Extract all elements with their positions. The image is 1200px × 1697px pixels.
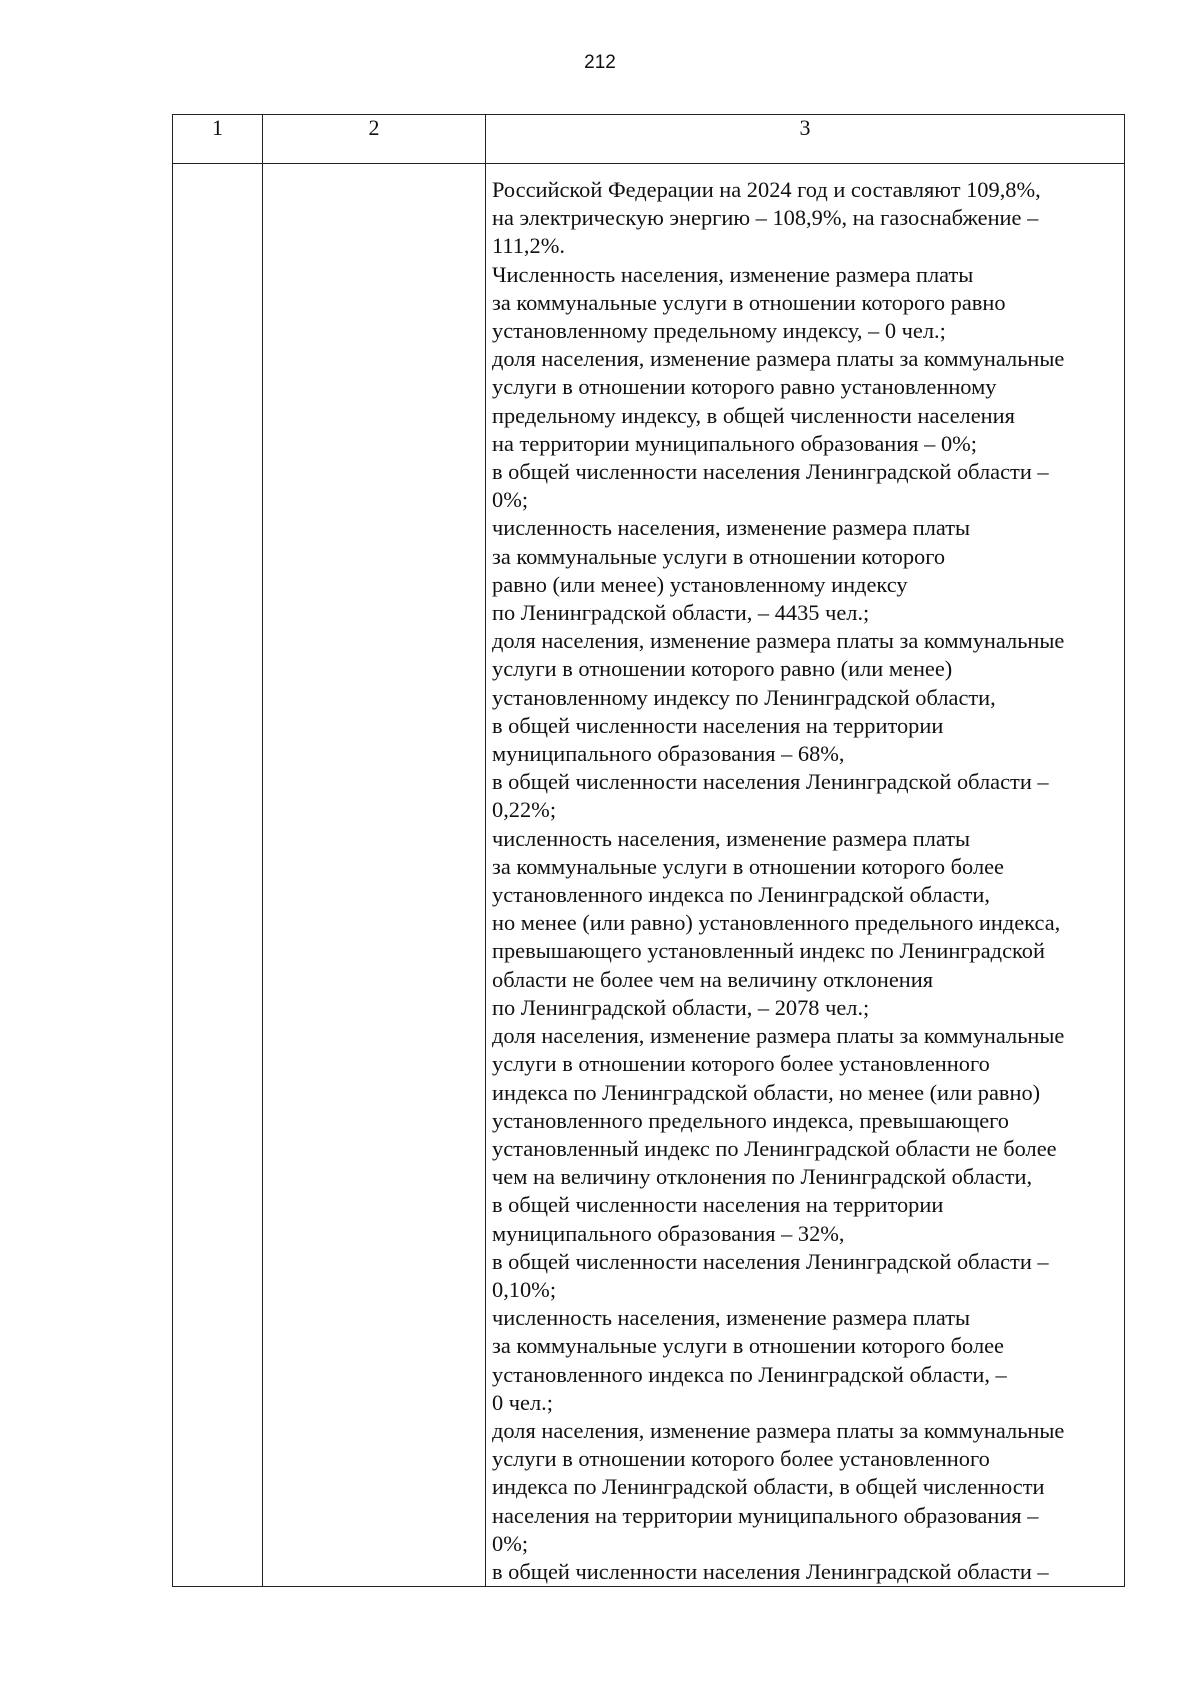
text-line: на территории муниципального образования – 0%; [492, 430, 978, 456]
text-line: в общей численности населения Ленинградской области – [492, 1248, 1049, 1274]
cell-col-2 [263, 164, 486, 1587]
text-line: Численность населения, изменение размера платы [492, 261, 974, 287]
text-line: установленный индекс по Ленинградской области не более [492, 1135, 1057, 1161]
text-line: предельному индексу, в общей численности населения [492, 402, 1015, 428]
text-line: численность населения, изменение размера платы [492, 825, 971, 851]
document-table [172, 114, 1125, 1587]
text-line: в общей численности населения на территории [492, 1192, 944, 1218]
text-line: доля населения, изменение размера платы за коммунальные [492, 628, 1065, 654]
text-line: муниципального образования – 68%, [492, 741, 845, 767]
text-line: за коммунальные услуги в отношении которого равно [492, 289, 1006, 315]
text-line: установленному индексу по Ленинградской области, [492, 684, 996, 710]
cell-col-3 [486, 164, 1125, 1587]
text-line: установленного предельного индекса, превышающего [492, 1107, 1010, 1133]
text-line: численность населения, изменение размера платы [492, 515, 971, 541]
text-line: на электрическую энергию – 108,9%, на газоснабжение – [492, 205, 1039, 231]
text-line: Российской Федерации на 2024 год и составляют 109,8%, [492, 177, 1041, 202]
text-line: 0 чел.; [492, 1389, 553, 1415]
text-line: доля населения, изменение размера платы за коммунальные [492, 1023, 1065, 1049]
text-line: в общей численности населения Ленинградской области – [492, 769, 1049, 795]
column-header-2: 2 [263, 115, 486, 164]
text-line: 0,10%; [492, 1276, 557, 1302]
table-header-row [173, 115, 1125, 164]
text-line: доля населения, изменение размера платы за коммунальные [492, 346, 1065, 372]
column-header-1: 1 [173, 115, 263, 164]
text-line: по Ленинградской области, – 4435 чел.; [492, 600, 870, 626]
text-line: численность населения, изменение размера платы [492, 1305, 971, 1331]
text-line: в общей численности населения Ленинградской области – [492, 459, 1049, 485]
text-line: за коммунальные услуги в отношении которого более [492, 853, 1004, 879]
cell-col-1 [173, 164, 263, 1587]
text-line: чем на величину отклонения по Ленинградской области, [492, 1164, 1033, 1190]
text-line: 0,22%; [492, 797, 557, 823]
cell-text-block [486, 164, 1124, 1586]
text-line: превышающего установленный индекс по Ленинградской [492, 938, 1045, 964]
text-line: 111,2%. [492, 233, 565, 259]
text-line: установленного индекса по Ленинградской области, – [492, 1361, 1007, 1387]
column-header-3: 3 [486, 115, 1125, 164]
text-line: области не более чем на величину отклонения [492, 966, 934, 992]
text-line: за коммунальные услуги в отношении которого более [492, 1333, 1004, 1359]
text-line: за коммунальные услуги в отношении которого [492, 543, 946, 569]
text-line: в общей численности населения Ленинградской области – [492, 1558, 1049, 1584]
text-line: равно (или менее) установленному индексу [492, 571, 908, 597]
text-line: услуги в отношении которого равно установленному [492, 374, 997, 400]
text-line: индекса по Ленинградской области, в общей численности [492, 1474, 1045, 1500]
text-line: по Ленинградской области, – 2078 чел.; [492, 994, 870, 1020]
text-line: муниципального образования – 32%, [492, 1220, 845, 1246]
text-line: 0%; [492, 1530, 529, 1556]
text-line: индекса по Ленинградской области, но менее (или равно) [492, 1079, 1041, 1105]
text-line: в общей численности населения на территории [492, 712, 944, 738]
text-line: услуги в отношении которого равно (или менее) [492, 656, 953, 682]
text-line: установленному предельному индексу, – 0 чел.; [492, 318, 946, 344]
text-line: 0%; [492, 487, 529, 513]
text-line: услуги в отношении которого более установленного [492, 1051, 990, 1077]
text-line: услуги в отношении которого более установленного [492, 1446, 990, 1472]
text-line: установленного индекса по Ленинградской области, [492, 882, 990, 908]
page-number: 212 [584, 52, 616, 73]
text-line: но менее (или равно) установленного предельного индекса, [492, 910, 1061, 936]
text-line: доля населения, изменение размера платы за коммунальные [492, 1417, 1065, 1443]
table-row [173, 164, 1125, 1587]
text-line: населения на территории муниципального образования – [492, 1502, 1039, 1528]
